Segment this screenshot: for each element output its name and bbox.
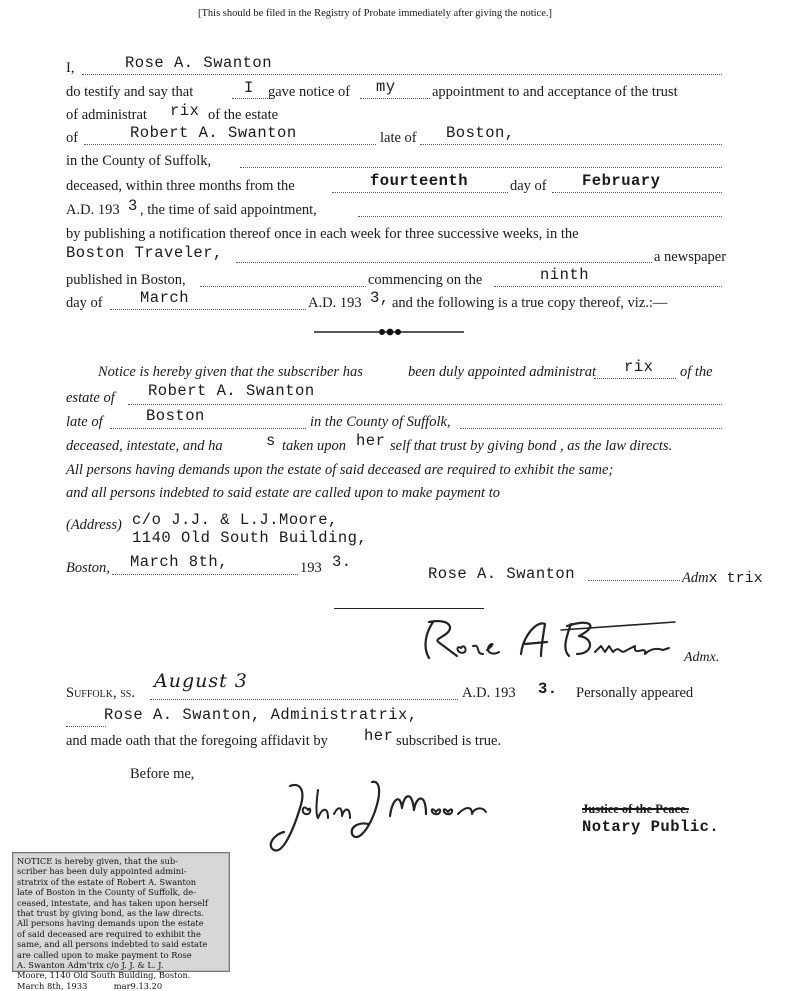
notice-date-city: Boston, <box>66 560 110 576</box>
fill-line <box>110 428 306 429</box>
clipping-line: that trust by giving bond, as the law directs. <box>17 908 205 919</box>
commencing-month: March <box>140 289 190 307</box>
notice-deceased-c: self that trust by giving bond , as the law directs. <box>390 438 673 454</box>
jurat-date-handwritten: August 3 <box>154 670 248 692</box>
decedent-name: Robert A. Swanton <box>130 124 297 142</box>
adm-suffix: x trix <box>708 570 763 587</box>
notice-year-prefix: 193 <box>300 560 322 576</box>
notice-decedent-name: Robert A. Swanton <box>148 382 315 400</box>
appointment-year: 3 <box>128 197 138 215</box>
publishing-text: by publishing a notification thereof once in each week for three successive weeks, in the <box>66 226 579 242</box>
administratrix-prefix: of administrat <box>66 107 147 123</box>
day-of-label: day of <box>510 178 547 194</box>
notice-deceased-a: deceased, intestate, and ha <box>66 438 223 454</box>
fill-line <box>594 378 676 379</box>
fill-line <box>552 192 722 193</box>
viz-text: and the following is a true copy thereof, viz.:— <box>392 295 668 311</box>
notice-late-of: late of <box>66 414 103 430</box>
affiant-name: Rose A. Swanton <box>125 54 273 72</box>
testify-text-c: appointment to and acceptance of the trust <box>432 84 678 100</box>
testify-text-a: do testify and say that <box>66 84 194 100</box>
late-of-label: late of <box>380 130 417 146</box>
clipping-line: scriber has been duly appointed admini- <box>17 866 187 877</box>
clipping-text <box>17 856 225 991</box>
fill-line <box>150 699 458 700</box>
jurat-county: Suffolk, ss. <box>66 685 135 701</box>
fill-line <box>200 286 366 287</box>
ornament-divider <box>314 326 464 338</box>
notice-demands: All persons having demands upon the estate of said deceased are required to exhibit the same; <box>66 462 614 478</box>
fill-line <box>110 309 306 310</box>
notice-estate-label: estate of <box>66 390 115 406</box>
jurat-oath-b: subscribed is true. <box>396 733 502 749</box>
line-i-prefix: I, <box>66 60 75 76</box>
appointment-day: fourteenth <box>370 172 469 190</box>
fill-line <box>588 580 680 581</box>
before-me: Before me, <box>130 766 195 782</box>
clipping-line: NOTICE is hereby given, that the sub- <box>17 856 178 866</box>
notice-s: s <box>266 432 276 450</box>
newspaper-clipping <box>12 852 230 991</box>
fill-line <box>66 726 106 727</box>
fill-line <box>236 262 652 263</box>
fill-line <box>358 216 722 217</box>
jurat-personally: Personally appeared <box>576 685 694 701</box>
newspaper-text: a newspaper <box>654 249 727 265</box>
notary-signature <box>260 772 500 862</box>
jurat-year: 3. <box>538 680 558 698</box>
appointment-time-text: , the time of said appointment, <box>140 202 317 218</box>
notice-year: 3. <box>332 553 352 571</box>
ad-prefix: A.D. 193 <box>66 202 120 218</box>
jurat-ad: A.D. 193 <box>462 685 516 701</box>
fill-line <box>332 192 508 193</box>
of-label: of <box>66 130 79 146</box>
clipping-line: Moore, 1140 Old South Building, Boston. <box>17 970 191 981</box>
adm-abbrev: Adm <box>682 570 709 586</box>
notice-text-c: of the <box>680 364 713 380</box>
fill-line <box>82 74 722 75</box>
commencing-day: ninth <box>540 266 590 284</box>
fill-line <box>84 144 376 145</box>
jurat-oath-her: her <box>364 727 394 745</box>
commencing-year: 3, <box>370 289 390 307</box>
ad-label: A.D. 193 <box>308 295 362 311</box>
clipping-line: are called upon to make payment to Rose <box>17 949 192 960</box>
clipping-line: All persons having demands upon the estate <box>17 918 204 929</box>
affiant-pronoun: I <box>244 79 254 97</box>
administratrix-fill: rix <box>170 102 200 120</box>
affiant-possessive: my <box>376 78 396 96</box>
jurat-oath-a: and made oath that the foregoing affidavit by <box>66 733 328 749</box>
county-text: in the County of Suffolk, <box>66 153 212 169</box>
notice-signer: Rose A. Swanton <box>428 565 576 583</box>
notice-her: her <box>356 432 386 450</box>
day-of-label-2: day of <box>66 295 103 311</box>
notice-text-b: been duly appointed administrat <box>408 364 597 380</box>
testify-text-b: gave notice of <box>268 84 351 100</box>
fill-line <box>460 428 722 429</box>
newspaper-name: Boston Traveler, <box>66 244 223 262</box>
notice-town: Boston <box>146 407 205 425</box>
header-note: [This should be filed in the Registry of Probate immediately after giving the notice.] <box>198 8 552 19</box>
appointment-month: February <box>582 172 661 190</box>
clipping-line: stratrix of the estate of Robert A. Swanton <box>17 876 197 887</box>
fill-line <box>112 574 298 575</box>
decedent-town: Boston, <box>446 124 515 142</box>
commencing-text: commencing on the <box>368 272 483 288</box>
clipping-line: late of Boston in the County of Suffolk, de- <box>17 887 196 898</box>
notice-county: in the County of Suffolk, <box>310 414 451 430</box>
clipping-line: same, and all persons indebted to said estate <box>17 939 208 950</box>
notice-administratrix-fill: rix <box>624 358 654 376</box>
fill-line <box>128 404 722 405</box>
fill-line <box>494 286 722 287</box>
address-line-1: c/o J.J. & L.J.Moore, <box>132 511 338 529</box>
fill-line <box>240 167 722 168</box>
notary-title: Notary Public. <box>582 818 720 836</box>
signature-rule <box>334 608 484 609</box>
fill-line <box>420 144 722 145</box>
address-line-2: 1140 Old South Building, <box>132 529 368 547</box>
clipping-line: March 8th, 1933 mar9.13.20 <box>17 980 163 991</box>
notice-adm-label <box>682 570 763 587</box>
deceased-text: deceased, within three months from the <box>66 178 295 194</box>
fill-line <box>360 98 430 99</box>
published-text: published in Boston, <box>66 272 186 288</box>
signature-admx-suffix: Admx. <box>684 650 720 665</box>
notice-deceased-b: taken upon <box>282 438 347 454</box>
notice-text-a: Notice is hereby given that the subscriber has <box>98 364 363 380</box>
address-label: (Address) <box>66 517 122 533</box>
notice-indebted: and all persons indebted to said estate are called upon to make payment to <box>66 485 500 501</box>
fill-line <box>232 98 272 99</box>
notice-date: March 8th, <box>130 553 229 571</box>
clipping-line: ceased, intestate, and has taken upon herself <box>17 897 208 908</box>
administratrix-signature <box>395 614 685 664</box>
estate-text: of the estate <box>208 107 279 123</box>
clipping-line: of said deceased are required to exhibit the <box>17 928 201 939</box>
jurat-appeared-name: Rose A. Swanton, Administratrix, <box>104 706 418 724</box>
clipping-line: A. Swanton Adm'trix c/o J. J. & L. J. <box>17 960 164 971</box>
struck-title: Justice of the Peace. <box>582 802 689 816</box>
